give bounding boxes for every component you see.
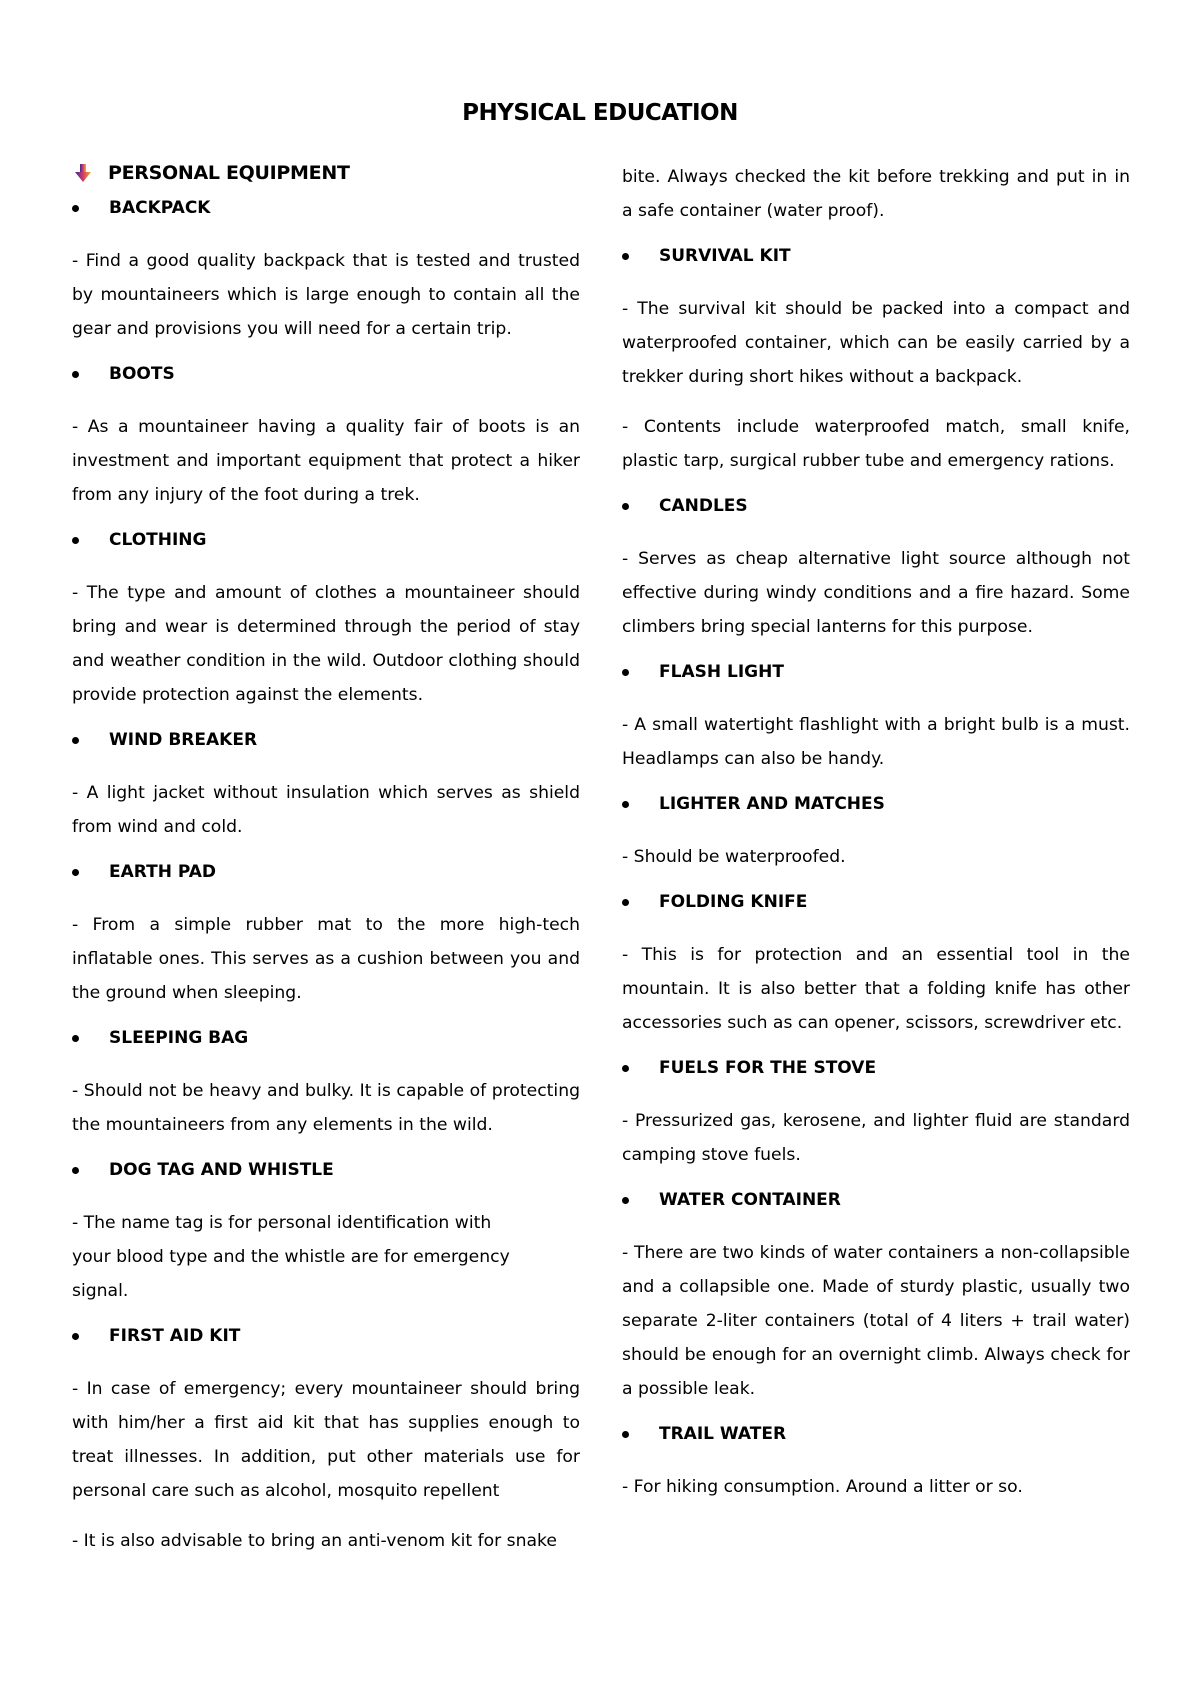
paragraph-first-aid-2: - It is also advisable to bring an anti-venom kit for snake — [72, 1531, 557, 1551]
item-title-survival-kit: SURVIVAL KIT — [622, 244, 1130, 268]
item-title-water-container: WATER CONTAINER — [622, 1188, 1130, 1212]
item-title-trail-water: TRAIL WATER — [622, 1422, 1130, 1446]
paragraph-candles: - Serves as cheap alternative light source although not effective during windy conditions and a fire hazard. Some climbers bring special lanterns for this purpose. — [622, 549, 1130, 637]
item-title-wind-breaker: WIND BREAKER — [72, 728, 580, 752]
paragraph-folding-knife: - This is for protection and an essential tool in the mountain. It is also better that a folding knife has other accessories such as can opener, scissors, screwdriver etc. — [622, 945, 1130, 1033]
paragraph-fuels: - Pressurized gas, kerosene, and lighter fluid are standard camping stove fuels. — [622, 1111, 1130, 1165]
paragraph-boots: - As a mountaineer having a quality fair of boots is an investment and important equipment that protect a hiker from any injury of the foot during a trek. — [72, 417, 580, 505]
bullet-icon — [72, 737, 79, 744]
bullet-icon — [72, 1035, 79, 1042]
item-title-backpack: BACKPACK — [72, 196, 580, 220]
bullet-icon — [72, 205, 79, 212]
bullet-icon — [622, 253, 629, 260]
item-title-folding-knife: FOLDING KNIFE — [622, 890, 1130, 914]
section-heading — [72, 160, 580, 196]
item-title-clothing: CLOTHING — [72, 528, 580, 552]
bullet-icon — [622, 1065, 629, 1072]
right-column — [622, 160, 1130, 1520]
item-title-sleeping-bag: SLEEPING BAG — [72, 1026, 580, 1050]
paragraph-lighter: - Should be waterproofed. — [622, 847, 846, 867]
paragraph-trail-water: - For hiking consumption. Around a litter or so. — [622, 1477, 1023, 1497]
bullet-icon — [72, 869, 79, 876]
item-title-flash-light: FLASH LIGHT — [622, 660, 1130, 684]
item-title-lighter: LIGHTER AND MATCHES — [622, 792, 1130, 816]
down-arrow-icon — [74, 163, 92, 183]
item-title-candles: CANDLES — [622, 494, 1130, 518]
paragraph-survival-kit-2: - Contents include waterproofed match, small knife, plastic tarp, surgical rubber tube and emergency rations. — [622, 417, 1130, 471]
bullet-icon — [622, 669, 629, 676]
bullet-icon — [622, 801, 629, 808]
left-column — [72, 160, 580, 1574]
paragraph-flash-light: - A small watertight flashlight with a bright bulb is a must. Headlamps can also be handy. — [622, 715, 1130, 769]
bullet-icon — [72, 371, 79, 378]
item-title-fuels: FUELS FOR THE STOVE — [622, 1056, 1130, 1080]
paragraph-first-aid-continued: bite. Always checked the kit before trekking and put in in a safe container (water proof). — [622, 167, 1130, 221]
item-title-boots: BOOTS — [72, 362, 580, 386]
page-title: PHYSICAL EDUCATION — [462, 100, 738, 126]
bullet-icon — [72, 1167, 79, 1174]
bullet-icon — [622, 503, 629, 510]
bullet-icon — [622, 899, 629, 906]
paragraph-wind-breaker: - A light jacket without insulation which serves as shield from wind and cold. — [72, 783, 580, 837]
item-title-first-aid: FIRST AID KIT — [72, 1324, 580, 1348]
bullet-icon — [72, 1333, 79, 1340]
item-title-dog-tag: DOG TAG AND WHISTLE — [72, 1158, 580, 1182]
bullet-icon — [622, 1197, 629, 1204]
bullet-icon — [72, 537, 79, 544]
paragraph-survival-kit: - The survival kit should be packed into a compact and waterproofed container, which can be easily carried by a trekker during short hikes without a backpack. — [622, 299, 1130, 387]
item-title-earth-pad: EARTH PAD — [72, 860, 580, 884]
paragraph-clothing: - The type and amount of clothes a mountaineer should bring and wear is determined through the period of stay and weather condition in the wild. Outdoor clothing should provide protection against the elements. — [72, 583, 580, 705]
paragraph-first-aid: - In case of emergency; every mountaineer should bring with him/her a first aid kit that has supplies enough to treat illnesses. In addition, put other materials use for personal care such as alcohol, mosquito repellent — [72, 1379, 580, 1501]
paragraph-water-container: - There are two kinds of water containers a non-collapsible and a collapsible one. Made of sturdy plastic, usually two separate 2-liter containers (total of 4 liters + trail water) should be enough for an overnight climb. Always check for a possible leak. — [622, 1243, 1130, 1399]
paragraph-backpack: - Find a good quality backpack that is tested and trusted by mountaineers which is large enough to contain all the gear and provisions you will need for a certain trip. — [72, 251, 580, 339]
bullet-icon — [622, 1431, 629, 1438]
paragraph-sleeping-bag: - Should not be heavy and bulky. It is capable of protecting the mountaineers from any elements in the wild. — [72, 1081, 580, 1135]
paragraph-dog-tag: - The name tag is for personal identification with your blood type and the whistle are for emergency signal. — [72, 1213, 510, 1301]
section-heading-text: PERSONAL EQUIPMENT — [108, 162, 350, 184]
paragraph-earth-pad: - From a simple rubber mat to the more high-tech inflatable ones. This serves as a cushion between you and the ground when sleeping. — [72, 915, 580, 1003]
